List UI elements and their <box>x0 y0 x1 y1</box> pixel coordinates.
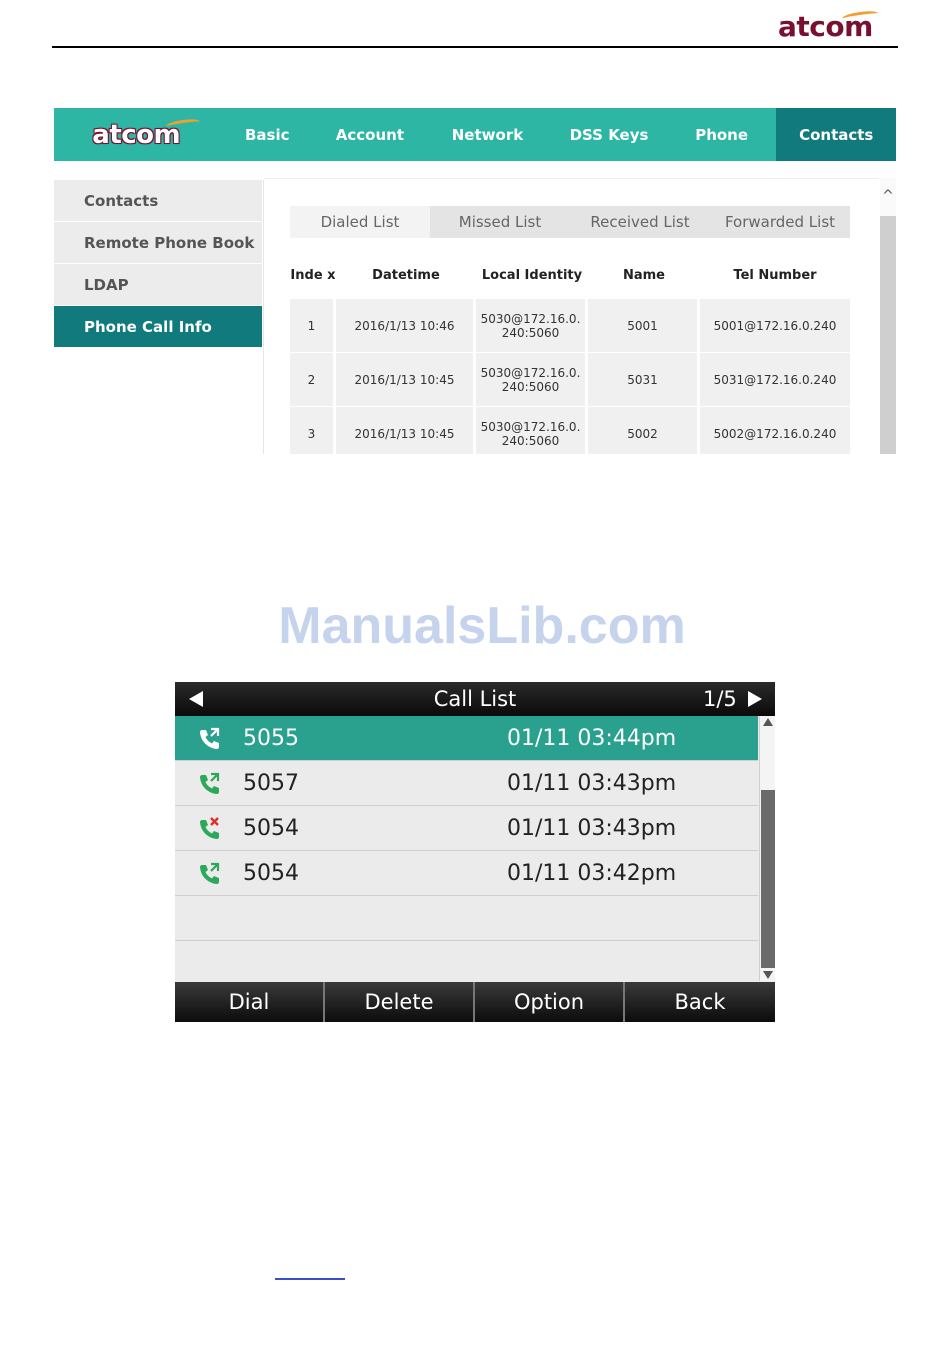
cell-datetime: 2016/1/13 10:45 <box>336 407 476 454</box>
call-time: 01/11 03:44pm <box>507 726 677 751</box>
scrollbar-thumb[interactable] <box>880 216 896 454</box>
panel-top-border <box>264 178 879 179</box>
option-softkey[interactable]: Option <box>475 982 625 1022</box>
cell-index: 3 <box>290 407 336 454</box>
right-arrow-icon[interactable] <box>748 691 762 707</box>
cell-index: 2 <box>290 353 336 407</box>
column-header-index[interactable]: Inde x <box>290 267 336 283</box>
dialed-call-icon <box>196 861 222 887</box>
scroll-down-icon <box>763 971 773 979</box>
dialed-call-icon <box>196 771 222 797</box>
list-item[interactable] <box>175 716 758 761</box>
call-number: 5055 <box>243 726 299 751</box>
table-row[interactable] <box>290 299 850 353</box>
header-rule <box>52 46 898 48</box>
phone-title: Call List <box>433 687 517 711</box>
web-ui-logo-text: atcom <box>92 119 181 150</box>
scroll-up-icon[interactable]: ^ <box>882 188 894 204</box>
sidebar-item-contacts[interactable]: Contacts <box>54 180 262 221</box>
tab-received-list[interactable]: Received List <box>590 213 690 231</box>
scrollbar-thumb[interactable] <box>761 790 775 968</box>
list-item[interactable] <box>175 761 758 806</box>
call-number: 5057 <box>243 771 299 796</box>
column-header-name[interactable]: Name <box>622 267 665 283</box>
call-info-panel <box>264 178 896 454</box>
cell-index: 1 <box>290 299 336 353</box>
page-indicator: 1/5 <box>703 687 737 711</box>
dialed-table <box>290 299 850 454</box>
web-ui-logo[interactable] <box>54 108 218 161</box>
dialed-call-icon <box>196 726 222 752</box>
sidebar-item-remote-phone-book[interactable]: Remote Phone Book <box>54 222 262 263</box>
link-underline[interactable] <box>275 1278 345 1280</box>
nav-basic[interactable]: Basic <box>244 125 290 144</box>
scroll-up-icon <box>763 718 773 726</box>
nav-network[interactable]: Network <box>451 125 524 144</box>
tab-missed-list[interactable]: Missed List <box>458 213 542 231</box>
empty-list-item <box>175 896 758 941</box>
nav-dss-keys[interactable]: DSS Keys <box>569 125 649 144</box>
nav-account[interactable]: Account <box>335 125 404 144</box>
nav-phone[interactable]: Phone <box>695 125 749 144</box>
cell-local-identity: 5030@172.16.0. 240:5060 <box>476 299 588 353</box>
cell-local-identity: 5030@172.16.0. 240:5060 <box>476 407 588 454</box>
cell-name: 5002 <box>588 407 700 454</box>
phone-scrollbar[interactable] <box>759 716 775 981</box>
phone-call-list-screen <box>175 682 775 1022</box>
list-item[interactable] <box>175 851 758 896</box>
top-nav-bar <box>54 108 896 161</box>
back-softkey[interactable]: Back <box>625 982 775 1022</box>
delete-softkey[interactable]: Delete <box>325 982 475 1022</box>
call-list-tabs <box>290 206 850 238</box>
table-row[interactable] <box>290 353 850 407</box>
cell-name: 5001 <box>588 299 700 353</box>
left-arrow-icon[interactable] <box>189 691 203 707</box>
cell-name: 5031 <box>588 353 700 407</box>
column-header-local-identity[interactable]: Local Identity <box>481 267 583 283</box>
sidebar-item-ldap[interactable]: LDAP <box>54 264 262 305</box>
call-number: 5054 <box>243 816 299 841</box>
panel-scrollbar[interactable] <box>880 178 896 454</box>
cell-local-identity: 5030@172.16.0. 240:5060 <box>476 353 588 407</box>
column-header-tel-number[interactable]: Tel Number <box>733 267 817 283</box>
call-time: 01/11 03:43pm <box>507 771 677 796</box>
list-item[interactable] <box>175 806 758 851</box>
watermark: ManualsLib.com <box>278 597 686 655</box>
table-row[interactable] <box>290 407 850 454</box>
softkey-bar <box>175 982 775 1022</box>
cell-tel-number: 5002@172.16.0.240 <box>700 407 850 454</box>
cell-datetime: 2016/1/13 10:45 <box>336 353 476 407</box>
atcom-page-logo <box>778 10 873 43</box>
cell-tel-number: 5031@172.16.0.240 <box>700 353 850 407</box>
table-header <box>290 254 850 296</box>
tab-dialed-list[interactable]: Dialed List <box>290 206 430 238</box>
page-logo-text: atcom <box>778 10 873 43</box>
cell-datetime: 2016/1/13 10:46 <box>336 299 476 353</box>
empty-list-item <box>175 941 758 986</box>
phone-title-bar <box>175 682 775 716</box>
dial-softkey[interactable]: Dial <box>175 982 325 1022</box>
call-list <box>175 716 758 981</box>
nav-contacts[interactable]: Contacts <box>776 108 896 161</box>
sidebar <box>54 180 262 348</box>
missed-call-icon <box>196 816 222 842</box>
call-time: 01/11 03:43pm <box>507 816 677 841</box>
call-time: 01/11 03:42pm <box>507 861 677 886</box>
cell-tel-number: 5001@172.16.0.240 <box>700 299 850 353</box>
call-number: 5054 <box>243 861 299 886</box>
tab-forwarded-list[interactable]: Forwarded List <box>724 213 836 231</box>
column-header-datetime[interactable]: Datetime <box>372 267 440 283</box>
sidebar-item-phone-call-info[interactable]: Phone Call Info <box>54 306 262 347</box>
